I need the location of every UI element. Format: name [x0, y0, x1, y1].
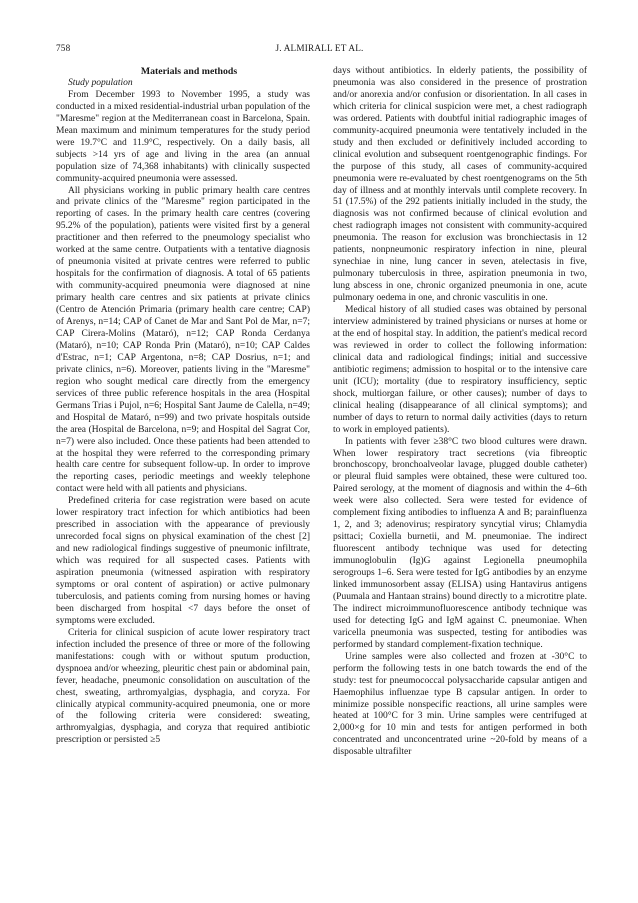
paragraph: In patients with fever ≥38°C two blood cultures were drawn. When lower respiratory tract secretions (via fibreoptic bronchoscopy, bronchoalveolar lavage, plugged double catheter) or pleural fluid samples were obtained, these were cultured too. Paired serology, at the moment of diagnosis and within the 4–6th week were also collected. Sera were tested for evidence of complement fixing antibodies to influenza A and B; parainfluenza 1, 2, and 3; adenovirus; respiratory syncytial virus; Chlamydia psittaci; Coxiella burnetii, and M. pneumoniae. The indirect fluorescent antibody technique was used for detecting immunoglobulin (Ig)G against Legionella pneumophila serogroups 1–6. Sera were tested for IgG antibodies by an enzyme linked immunosorbent assay (ELISA) using Hantavirus antigens (Puumala and Hantaan strains) bound directly to a microtitre plate. The indirect microimmunofluorescence antibody technique was used for detecting IgG and IgM against C. pneumoniae. When varicella pneumonia was suspected, testing for antibodies was performed by standard complement-fixation technique.	[333, 436, 587, 650]
paragraph: Medical history of all studied cases was obtained by personal interview administered by trained physicians or nurses at home or at the end of hospital stay. In addition, the patient's medical record was reviewed in order to collect the following information: clinical data and radiological findings; initial and successive antibiotic regimens; admission to hospital or to the intensive care unit (ICU); mortality (due to respiratory insufficiency, septic shock, multiorgan failure, or other causes); number of days to clinical healing (disappearance of all clinical symptoms); and number of days to return to normal daily activities (days to return to work in employed patients).	[333, 305, 587, 435]
left-column	[56, 66, 310, 747]
running-header	[56, 43, 583, 57]
paragraph: All physicians working in public primary health care centres and private clinics of the "Maresme" region participated in the reporting of cases. In the primary health care centres (covering 95.2% of the population), patients were visited first by a general practitioner and then referred to the pneumology specialist who worked at the same centre. Outpatients with a tentative diagnosis of pneumonia visited at private centres were referred to public hospitals for the confirmation of diagnosis. A total of 65 patients with community-acquired pneumonia were diagnosed at nine primary health care centres and six patients at private clinics (Centro de Atención Primaria (primary health care centre; CAP) of Arenys, n=14; CAP of Canet de Mar and Sant Pol de Mar, n=7; CAP Cirera-Molins (Mataró), n=12; CAP Ronda Cerdanya (Mataró), n=10; CAP Ronda Prin (Mataró), n=10; CAP Caldes d'Estrac, n=1; CAP Argentona, n=8; CAP Dosrius, n=1; and private clinics, n=6). Moreover, patients living in the "Maresme" region who sought medical care directly from the emergency services of three public reference hospitals in the area (Hospital Germans Trias i Pujol, n=6; Hospital Sant Jaume de Calella, n=49; and Hospital de Mataró, n=99) and two private hospitals outside the area (Hospital de Barcelona, n=9; and Hospital del Sagrat Cor, n=7) were also included. Once these patients had been attended to at the hospital they were referred to the corresponding primary health care centre for subsequent follow-up. In order to improve the reporting cases, periodic meetings and weekly telephone contact were held with all patients and physicians.	[56, 185, 310, 495]
paragraph: Urine samples were also collected and frozen at -30°C to perform the following tests in one batch towards the end of the study: test for pneumococcal polysaccharide capsular antigen and Haemophilus influenzae type B capsular antigen. In order to minimize possible nonspecific reactions, all urine samples were heated at 100°C for 3 min. Urine samples were centrifuged at 2,000×g for 10 min and tests for antigen performed in both concentrated and unconcentrated urine ~20-fold by means of a disposable ultrafilter	[333, 651, 587, 758]
paragraph: Predefined criteria for case registration were based on acute lower respiratory tract infection for which antibiotics had been prescribed in association with the appearance of previously unrecorded focal signs on physical examination of the chest [2] and new radiological findings suggestive of pneumonic infiltrate, which was required for all suspected cases. Patients with aspiration pneumonia (witnessed aspiration with respiratory symptoms or oral content of aspiration) or active pulmonary tuberculosis, and patients coming from nursing homes or having been discharged from hospital <7 days before the onset of symptoms were excluded.	[56, 496, 310, 626]
paragraph: From December 1993 to November 1995, a study was conducted in a mixed residential-industrial urban population of the "Maresme" region at the Mediterranean coast in Barcelona, Spain. Mean maximum and minimum temperatures for the study period were 19.7°C and 11.9°C, respectively. On a daily basis, all subjects >14 yrs of age and living in the area (an annual population size of 74,368 inhabitants) with clinically suspected community-acquired pneumonia were assessed.	[56, 89, 310, 184]
section-title: Materials and methods	[140, 66, 238, 77]
right-column	[333, 66, 587, 759]
running-head: J. ALMIRALL ET AL.	[275, 43, 364, 53]
paragraph: days without antibiotics. In elderly patients, the possibility of pneumonia was also considered in the presence of prostration and/or anorexia and/or confusion or disorientation. In all cases in which criteria for clinical suspicion were met, a chest radiograph was ordered. Patients with doubtful initial radiographic images of community-acquired pneumonia were tentatively included in the study and then excluded or definitively included according to clinical evolution and subsequent roentgenographic findings. For the purpose of this study, all cases of community-acquired pneumonia were re-evaluated by chest roentgenograms on the 5th day of illness and at monthly intervals until complete recovery. In 51 (17.5%) of the 292 patients initially included in the study, the diagnosis was not confirmed because of clinical evolution and chest radiograph images not consistent with community-acquired pneumonia. The reason for exclusion was bronchiectasis in 12 patients, nonpneumonic respiratory infection in nine, pleural synechiae in nine, lung cancer in seven, atelectasis in five, pulmonary tuberculosis in three, aspiration pneumonia in two, lung abscess in one, chronic organized pneumonia in one, acute pulmonary oedema in one, and chronic vasculitis in one.	[333, 66, 587, 304]
page-number: 758	[56, 43, 71, 53]
paragraph: Criteria for clinical suspicion of acute lower respiratory tract infection included the presence of three or more of the following manifestations: cough with or without sputum production, dyspnoea and/or wheezing, pleuritic chest pain or abdominal pain, fever, headache, pneumonic consolidation on auscultation of the chest, sweating, arthromyalgias, dysphagia, and coryza. For clinically atypical community-acquired pneumonia, one or more of the following criteria were considered: sweating, arthromyalgias, dysphagia, and coryza that required antibiotic prescription or persisted ≥5	[56, 627, 310, 746]
subsection-title: Study population	[68, 77, 133, 88]
